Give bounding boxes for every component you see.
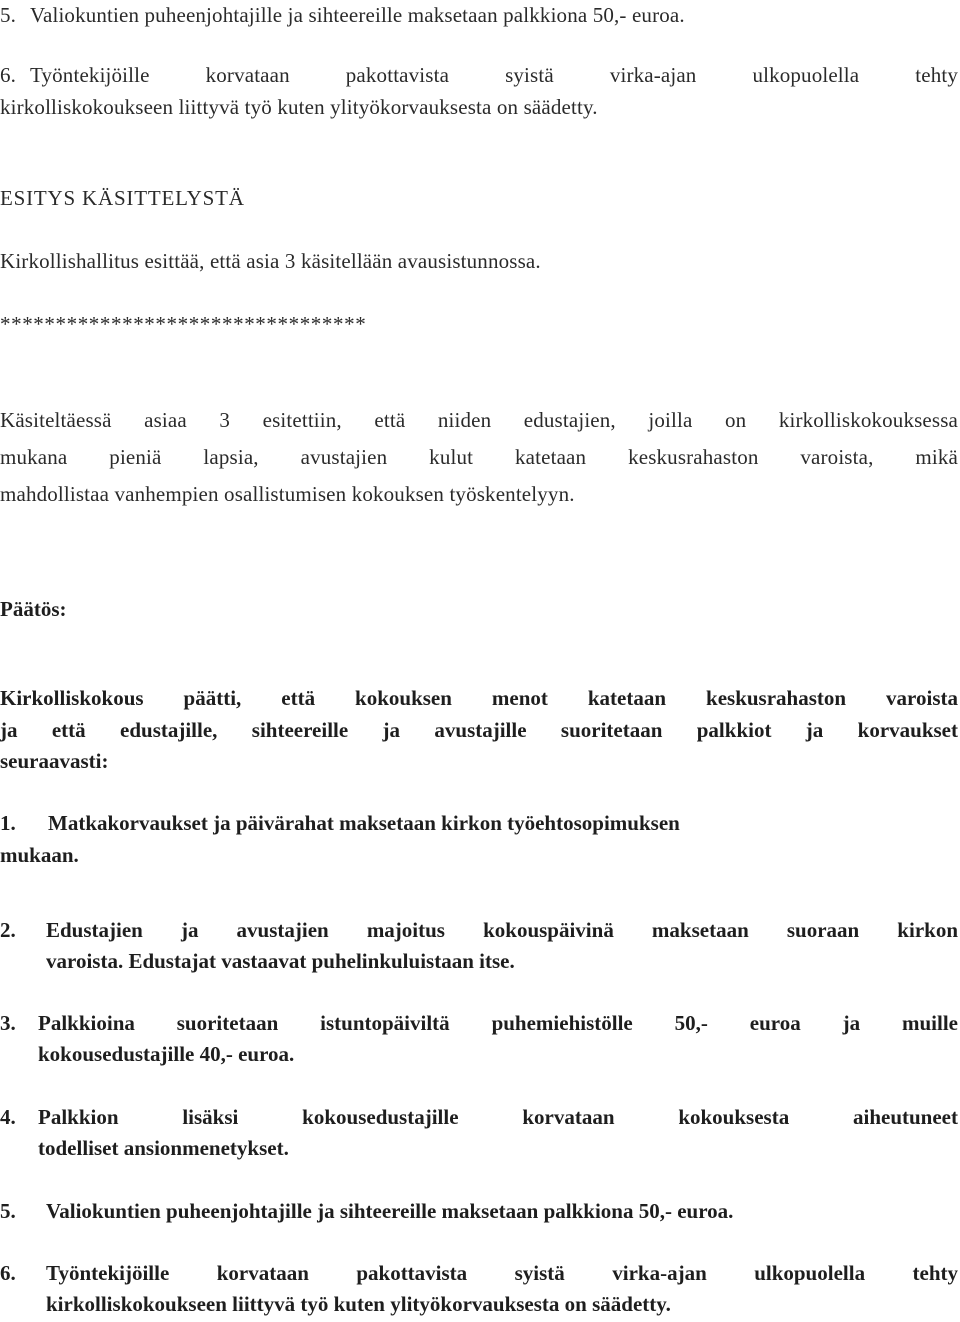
decision-item-3 xyxy=(0,1010,958,1036)
decision-item-text: Työntekijöille korvataan pakottavista syistä virka-ajan ulkopuolella tehty xyxy=(46,1261,958,1285)
decision-item-1-line2: mukaan. xyxy=(0,843,79,867)
decision-item-text: Matkakorvaukset ja päivärahat maksetaan kirkon työehtosopimuksen xyxy=(48,811,680,835)
decision-heading: Päätös: xyxy=(0,597,67,621)
top-list-item-5 xyxy=(0,2,958,28)
decision-item-text: Valiokuntien puheenjohtajille ja sihteereille maksetaan palkkiona 50,- euroa. xyxy=(46,1199,734,1223)
discussion-line: mahdollistaa vanhempien osallistumisen kokouksen työskentelyyn. xyxy=(0,482,575,506)
discussion-line: mukana pieniä lapsia, avustajien kulut katetaan keskusrahaston varoista, mikä xyxy=(0,445,958,469)
decision-intro-line: ja että edustajille, sihteereille ja avustajille suoritetaan palkkiot ja korvaukset xyxy=(0,718,958,742)
top-list-text: Työntekijöille korvataan pakottavista syistä virka-ajan ulkopuolella tehty xyxy=(30,63,958,87)
top-list-item-6-line1 xyxy=(0,62,958,88)
proposal-heading: ESITYS KÄSITTELYSTÄ xyxy=(0,186,245,210)
decision-item-6-line2: kirkolliskokoukseen liittyvä työ kuten ylityökorvauksesta on säädetty. xyxy=(46,1292,671,1316)
separator: ********************************* xyxy=(0,312,367,336)
top-list-number: 5. xyxy=(0,3,17,27)
decision-item-number: 1. xyxy=(0,811,16,835)
decision-item-number: 5. xyxy=(0,1199,16,1223)
top-list-item-6-line2: kirkolliskokoukseen liittyvä työ kuten ylityökorvauksesta on säädetty. xyxy=(0,95,598,119)
decision-item-number: 6. xyxy=(0,1261,16,1285)
decision-item-6 xyxy=(0,1260,958,1286)
decision-item-text: Edustajien ja avustajien majoitus kokouspäivinä maksetaan suoraan kirkon xyxy=(46,918,958,942)
top-list-text: Valiokuntien puheenjohtajille ja sihteereille maksetaan palkkiona 50,- euroa. xyxy=(30,3,685,27)
decision-item-number: 4. xyxy=(0,1105,16,1129)
decision-item-4-line2: todelliset ansionmenetykset. xyxy=(38,1136,289,1160)
decision-item-text: Palkkion lisäksi kokousedustajille korvataan kokouksesta aiheutuneet xyxy=(38,1105,958,1129)
decision-item-2-line2: varoista. Edustajat vastaavat puhelinkuluistaan itse. xyxy=(46,949,515,973)
decision-item-number: 2. xyxy=(0,918,16,942)
decision-intro-line: seuraavasti: xyxy=(0,749,109,773)
decision-item-2 xyxy=(0,917,958,943)
decision-item-5 xyxy=(0,1198,958,1224)
decision-item-text: Palkkioina suoritetaan istuntopäiviltä puhemiehistölle 50,- euroa ja muille xyxy=(38,1011,958,1035)
proposal-text: Kirkollishallitus esittää, että asia 3 käsitellään avausistunnossa. xyxy=(0,249,541,273)
decision-item-3-line2: kokousedustajille 40,- euroa. xyxy=(38,1042,295,1066)
discussion-line: Käsiteltäessä asiaa 3 esitettiin, että niiden edustajien, joilla on kirkolliskokouksessa xyxy=(0,408,958,432)
decision-item-1 xyxy=(0,810,958,836)
top-list-number: 6. xyxy=(0,63,17,87)
decision-item-number: 3. xyxy=(0,1011,16,1035)
decision-item-4 xyxy=(0,1104,958,1130)
decision-intro-line: Kirkolliskokous päätti, että kokouksen menot katetaan keskusrahaston varoista xyxy=(0,686,958,710)
